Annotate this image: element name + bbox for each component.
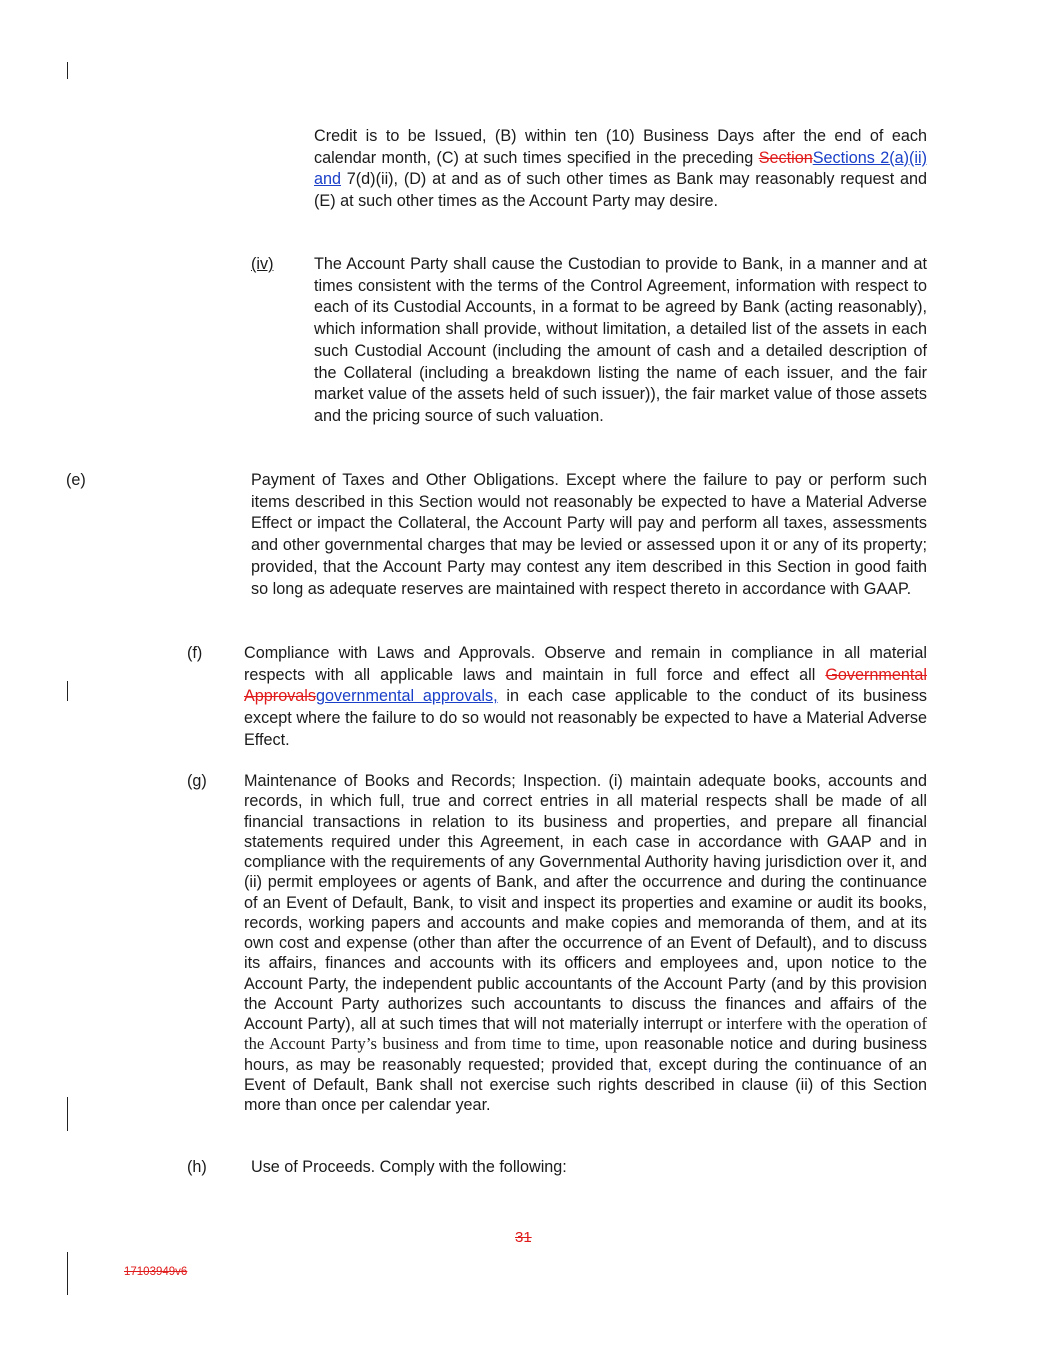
change-bar <box>67 1097 68 1131</box>
section-h-label: (h) <box>187 1158 207 1176</box>
text-run: in each case applicable to the conduct of its business except where the failure to do so would not reasonably be expected to have a Material Adverse Effect. <box>244 687 928 749</box>
inserted-text: , <box>647 1055 652 1074</box>
section-g-text <box>244 771 927 1115</box>
inserted-text: Sections 2(a)(ii) and <box>314 148 927 189</box>
paragraph-iii-continuation <box>314 126 927 213</box>
change-bar <box>67 1252 68 1295</box>
section-e-text: Payment of Taxes and Other Obligations. Except where the failure to pay or perform such items described in this Section would not reasonably be expected to have a Material Adverse Effect or impact the Collateral, the Account Party will pay and perform all taxes, assessments and other governmental charges that may be levied or assessed upon it or any of its property; provided, that the Account Party may contest any item described in this Section in good faith so long as adequate reserves are maintained with respect thereto in accordance with GAAP. <box>251 471 927 598</box>
change-bar <box>67 62 68 79</box>
text-run: Compliance with Laws and Approvals. Observe and remain in compliance in all material respects with all applicable laws and maintain in full force and effect all <box>244 644 927 684</box>
text-run-serif: or interfere with the operation of the Account Party’s business and from time to time, upon <box>244 1014 928 1054</box>
text-run: Maintenance of Books and Records; Inspection. (i) maintain adequate books, accounts and records, in which full, true and correct entries in all material respects shall be made of all financial transactions in relation to its business and properties, and prepare all financial statements required under this Agreement, in each case in accordance with GAAP and in compliance with the requirements of any Governmental Authority having jurisdiction over it, and (ii) permit employees or agents of Bank, and after the occurrence and during the continuance of an Event of Default, Bank, to visit and inspect its properties and examine or audit its books, records, working papers and accounts and make copies and memoranda of them, and at its own cost and expense (other than after the occurrence of an Event of Default), and to discuss its affairs, finances and accounts with its officers and employees and, upon notice to the Account Party, the independent public accountants of the Account Party (and by this provision the Account Party authorizes such accountants to discuss the finances and affairs of the Account Party), all at such times that will not materially interrupt <box>244 772 927 1033</box>
page-number: 31 <box>515 1229 532 1246</box>
text-run: except during the continuance of an Event of Default, Bank shall not exercise such rights described in clause (ii) of this Section more than once per calendar year. <box>244 1055 928 1114</box>
text-run: Credit is to be Issued, (B) within ten (10) Business Days after the end of each calendar month, (C) at such times specified in the preceding <box>314 127 927 167</box>
section-h-text: Use of Proceeds. Comply with the following: <box>251 1158 567 1176</box>
deleted-text: Governmental Approvals <box>244 665 927 706</box>
paragraph-iv-text: The Account Party shall cause the Custodian to provide to Bank, in a manner and at times consistent with the terms of the Control Agreement, information with respect to each of its Custodial Accounts, in a format to be agreed by Bank (acting reasonably), which information shall provide, without limitation, a detailed list of the assets in each such Custodial Account (including the amount of cash and a detailed description of the Collateral (including a breakdown listing the name of each issuer, and the fair market value of the assets held of such issuer)), the fair market value of those assets and the pricing source of such valuation. <box>314 255 927 425</box>
section-f-text <box>244 643 927 752</box>
document-id: 17103949v6 <box>124 1266 188 1278</box>
section-g-label: (g) <box>187 772 207 790</box>
deleted-text: Section <box>758 148 813 167</box>
text-run: 7(d)(ii), (D) at and as of such other times as Bank may reasonably request and (E) at such other times as the Account Party may desire. <box>314 170 927 211</box>
paragraph-iv-label: (iv) <box>251 255 274 273</box>
text-run: reasonable notice and during business hours, as may be reasonably requested; provided that <box>244 1035 927 1074</box>
change-bar <box>67 681 68 701</box>
inserted-text: governmental approvals, <box>315 687 498 706</box>
section-e-label: (e) <box>66 471 86 489</box>
section-f-label: (f) <box>187 644 203 662</box>
